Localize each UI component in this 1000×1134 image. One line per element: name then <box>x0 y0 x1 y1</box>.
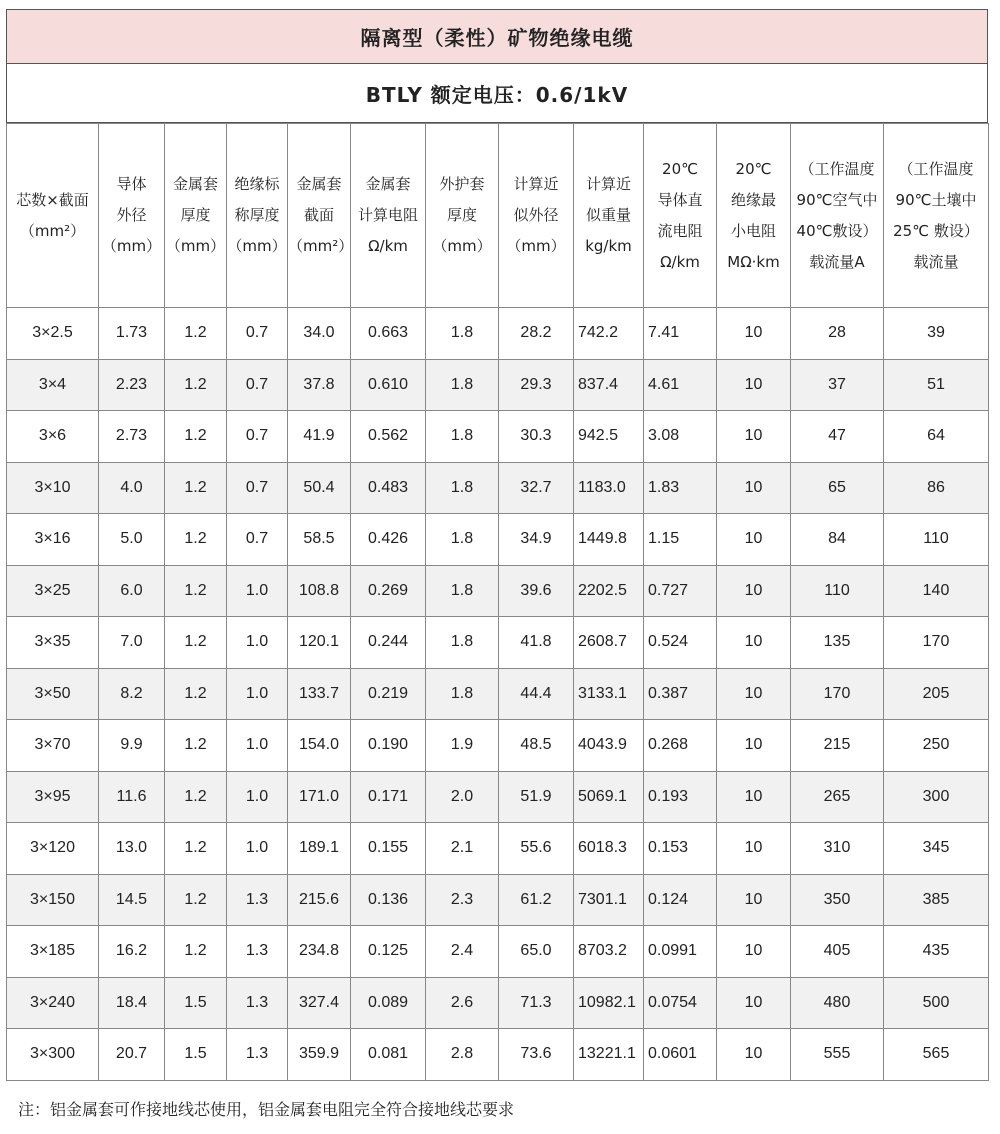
column-header-line: （工作温度 <box>799 159 875 178</box>
table-cell: 10 <box>717 308 791 360</box>
column-header-line: （mm） <box>506 237 566 255</box>
table-cell: 1449.8 <box>574 514 644 566</box>
table-row <box>7 359 989 411</box>
table-cell: 265 <box>791 771 884 823</box>
table-row <box>7 462 989 514</box>
column-header <box>574 124 644 308</box>
table-cell: 86 <box>884 462 989 514</box>
table-cell: 0.219 <box>351 668 426 720</box>
table-cell: 1.3 <box>227 874 288 926</box>
column-header <box>351 124 426 308</box>
header-row <box>7 124 989 308</box>
column-header <box>165 124 227 308</box>
table-row <box>7 771 989 823</box>
table-cell: 1.2 <box>165 720 227 772</box>
table-cell: 1.8 <box>426 565 499 617</box>
table-cell: 1.3 <box>227 977 288 1029</box>
table-cell: 1.8 <box>426 462 499 514</box>
table-cell: 345 <box>884 823 989 875</box>
table-cell: 0.081 <box>351 1029 426 1081</box>
table-cell: 327.4 <box>288 977 351 1029</box>
table-cell: 65 <box>791 462 884 514</box>
table-cell: 0.153 <box>644 823 717 875</box>
table-cell: 2.73 <box>99 411 165 463</box>
table-cell: 10 <box>717 823 791 875</box>
column-header <box>99 124 165 308</box>
table-cell: 10 <box>717 977 791 1029</box>
table-cell: 41.8 <box>499 617 574 669</box>
table-cell: 10 <box>717 720 791 772</box>
table-cell: 50.4 <box>288 462 351 514</box>
row-label-cell: 3×300 <box>7 1029 99 1081</box>
table-cell: 39 <box>884 308 989 360</box>
table-cell: 1.8 <box>426 668 499 720</box>
table-subtitle: BTLY 额定电压：0.6/1kV <box>6 64 988 123</box>
table-cell: 10 <box>717 926 791 978</box>
column-header-line: （工作温度 <box>898 159 974 178</box>
column-header-line: （mm） <box>165 237 226 255</box>
table-cell: 8.2 <box>99 668 165 720</box>
column-header-line: 厚度 <box>180 206 211 224</box>
table-cell: 0.387 <box>644 668 717 720</box>
table-cell: 1.2 <box>165 359 227 411</box>
table-cell: 435 <box>884 926 989 978</box>
table-cell: 170 <box>884 617 989 669</box>
table-cell: 108.8 <box>288 565 351 617</box>
table-cell: 0.7 <box>227 308 288 360</box>
table-cell: 4043.9 <box>574 720 644 772</box>
column-header-line: 金属套 <box>172 175 218 193</box>
table-cell: 0.7 <box>227 514 288 566</box>
table-cell: 32.7 <box>499 462 574 514</box>
table-cell: 41.9 <box>288 411 351 463</box>
row-label-cell: 3×120 <box>7 823 99 875</box>
row-label-cell: 3×50 <box>7 668 99 720</box>
table-cell: 359.9 <box>288 1029 351 1081</box>
column-header-line: 导体直 <box>657 190 703 209</box>
column-header <box>7 124 99 308</box>
column-header-line: 绝缘标 <box>234 175 280 193</box>
table-cell: 47 <box>791 411 884 463</box>
table-cell: 0.155 <box>351 823 426 875</box>
table-cell: 0.426 <box>351 514 426 566</box>
table-cell: 2.0 <box>426 771 499 823</box>
table-cell: 0.124 <box>644 874 717 926</box>
column-header <box>884 124 989 308</box>
table-cell: 14.5 <box>99 874 165 926</box>
column-header <box>791 124 884 308</box>
table-cell: 58.5 <box>288 514 351 566</box>
table-cell: 4.61 <box>644 359 717 411</box>
table-cell: 10 <box>717 617 791 669</box>
table-cell: 11.6 <box>99 771 165 823</box>
table-cell: 0.190 <box>351 720 426 772</box>
column-header-line: 20℃ <box>735 159 772 178</box>
table-cell: 0.125 <box>351 926 426 978</box>
column-header-line: 计算近 <box>585 175 631 193</box>
table-cell: 51.9 <box>499 771 574 823</box>
table-row <box>7 874 989 926</box>
column-header <box>426 124 499 308</box>
table-row <box>7 411 989 463</box>
table-cell: 0.483 <box>351 462 426 514</box>
table-cell: 6.0 <box>99 565 165 617</box>
table-cell: 1.5 <box>165 977 227 1029</box>
table-cell: 6018.3 <box>574 823 644 875</box>
table-cell: 5069.1 <box>574 771 644 823</box>
table-cell: 44.4 <box>499 668 574 720</box>
table-cell: 1.8 <box>426 359 499 411</box>
table-cell: 37 <box>791 359 884 411</box>
column-header-line: 载流量A <box>809 252 865 271</box>
column-header-line: （mm） <box>432 237 492 255</box>
table-cell: 234.8 <box>288 926 351 978</box>
table-cell: 189.1 <box>288 823 351 875</box>
table-cell: 61.2 <box>499 874 574 926</box>
table-cell: 1.3 <box>227 926 288 978</box>
table-cell: 28.2 <box>499 308 574 360</box>
table-cell: 1.8 <box>426 514 499 566</box>
table-cell: 2.1 <box>426 823 499 875</box>
column-header-line: 计算电阻 <box>357 206 418 224</box>
table-cell: 205 <box>884 668 989 720</box>
column-header-line: 导体 <box>116 175 147 193</box>
table-cell: 350 <box>791 874 884 926</box>
table-cell: 170 <box>791 668 884 720</box>
table-cell: 37.8 <box>288 359 351 411</box>
table-cell: 1.83 <box>644 462 717 514</box>
table-cell: 1.8 <box>426 411 499 463</box>
table-cell: 0.727 <box>644 565 717 617</box>
table-cell: 120.1 <box>288 617 351 669</box>
row-label-cell: 3×2.5 <box>7 308 99 360</box>
table-row <box>7 308 989 360</box>
table-cell: 10 <box>717 462 791 514</box>
table-cell: 73.6 <box>499 1029 574 1081</box>
table-cell: 1183.0 <box>574 462 644 514</box>
table-cell: 1.2 <box>165 308 227 360</box>
table-cell: 30.3 <box>499 411 574 463</box>
table-cell: 16.2 <box>99 926 165 978</box>
table-cell: 1.2 <box>165 462 227 514</box>
table-cell: 250 <box>884 720 989 772</box>
column-header-line: 截面 <box>303 206 334 224</box>
table-cell: 8703.2 <box>574 926 644 978</box>
row-label-cell: 3×185 <box>7 926 99 978</box>
table-body <box>7 308 989 1081</box>
table-cell: 7.41 <box>644 308 717 360</box>
row-label-cell: 3×4 <box>7 359 99 411</box>
column-header-line: 金属套 <box>365 175 411 193</box>
table-cell: 837.4 <box>574 359 644 411</box>
table-cell: 0.7 <box>227 462 288 514</box>
table-cell: 10 <box>717 1029 791 1081</box>
table-cell: 0.136 <box>351 874 426 926</box>
column-header <box>227 124 288 308</box>
table-cell: 4.0 <box>99 462 165 514</box>
table-cell: 0.0991 <box>644 926 717 978</box>
table-row <box>7 514 989 566</box>
table-cell: 10 <box>717 514 791 566</box>
table-cell: 10 <box>717 771 791 823</box>
table-cell: 140 <box>884 565 989 617</box>
column-header-line: Ω/km <box>660 252 700 271</box>
table-cell: 0.524 <box>644 617 717 669</box>
table-cell: 385 <box>884 874 989 926</box>
column-header <box>717 124 791 308</box>
table-cell: 84 <box>791 514 884 566</box>
column-header-line: 90℃土壤中 <box>895 190 977 209</box>
column-header <box>644 124 717 308</box>
table-cell: 9.9 <box>99 720 165 772</box>
table-cell: 405 <box>791 926 884 978</box>
table-cell: 1.0 <box>227 565 288 617</box>
column-header-line: Ω/km <box>368 237 408 255</box>
column-header-line: 绝缘最 <box>730 190 776 209</box>
table-cell: 942.5 <box>574 411 644 463</box>
table-row <box>7 1029 989 1081</box>
table-cell: 565 <box>884 1029 989 1081</box>
table-cell: 1.2 <box>165 771 227 823</box>
table-cell: 171.0 <box>288 771 351 823</box>
row-label-cell: 3×10 <box>7 462 99 514</box>
table-cell: 1.2 <box>165 668 227 720</box>
table-cell: 0.7 <box>227 411 288 463</box>
table-cell: 10 <box>717 668 791 720</box>
column-header-line: （mm） <box>101 237 162 255</box>
column-header <box>499 124 574 308</box>
row-label-cell: 3×240 <box>7 977 99 1029</box>
table-cell: 0.562 <box>351 411 426 463</box>
column-header-line: 似外径 <box>513 206 559 224</box>
table-cell: 2.23 <box>99 359 165 411</box>
table-row <box>7 926 989 978</box>
column-header-line: 计算近 <box>513 175 559 193</box>
table-cell: 13.0 <box>99 823 165 875</box>
row-label-cell: 3×150 <box>7 874 99 926</box>
table-row <box>7 720 989 772</box>
table-cell: 135 <box>791 617 884 669</box>
table-cell: 39.6 <box>499 565 574 617</box>
column-header <box>288 124 354 308</box>
table-row <box>7 977 989 1029</box>
table-cell: 0.193 <box>644 771 717 823</box>
table-cell: 55.6 <box>499 823 574 875</box>
row-label-cell: 3×6 <box>7 411 99 463</box>
column-header-line: 载流量 <box>913 252 959 271</box>
spec-table <box>6 123 989 1081</box>
row-label-cell: 3×35 <box>7 617 99 669</box>
table-cell: 1.15 <box>644 514 717 566</box>
table-cell: 1.0 <box>227 668 288 720</box>
table-cell: 215.6 <box>288 874 351 926</box>
table-row <box>7 668 989 720</box>
table-cell: 10 <box>717 359 791 411</box>
table-cell: 2.6 <box>426 977 499 1029</box>
table-cell: 20.7 <box>99 1029 165 1081</box>
column-header-line: （mm²） <box>288 237 354 255</box>
table-cell: 29.3 <box>499 359 574 411</box>
table-row <box>7 617 989 669</box>
column-header-line: 90℃空气中 <box>796 190 878 209</box>
table-cell: 65.0 <box>499 926 574 978</box>
table-cell: 7301.1 <box>574 874 644 926</box>
table-cell: 300 <box>884 771 989 823</box>
table-cell: 48.5 <box>499 720 574 772</box>
table-cell: 3133.1 <box>574 668 644 720</box>
column-header-line: 流电阻 <box>657 221 703 240</box>
table-cell: 1.2 <box>165 411 227 463</box>
table-cell: 28 <box>791 308 884 360</box>
table-cell: 0.0754 <box>644 977 717 1029</box>
table-cell: 34.9 <box>499 514 574 566</box>
table-cell: 1.3 <box>227 1029 288 1081</box>
column-header-line: 20℃ <box>662 159 698 178</box>
table-cell: 1.2 <box>165 617 227 669</box>
table-cell: 0.7 <box>227 359 288 411</box>
table-cell: 133.7 <box>288 668 351 720</box>
table-cell: 2608.7 <box>574 617 644 669</box>
table-cell: 10982.1 <box>574 977 644 1029</box>
table-cell: 10 <box>717 411 791 463</box>
row-label-cell: 3×16 <box>7 514 99 566</box>
table-cell: 215 <box>791 720 884 772</box>
table-cell: 480 <box>791 977 884 1029</box>
spec-sheet <box>6 9 988 1081</box>
table-cell: 2.4 <box>426 926 499 978</box>
column-header-line: 外径 <box>116 206 147 224</box>
table-cell: 5.0 <box>99 514 165 566</box>
table-cell: 742.2 <box>574 308 644 360</box>
column-header-line: MΩ·km <box>727 252 780 271</box>
row-label-cell: 3×95 <box>7 771 99 823</box>
table-cell: 0.171 <box>351 771 426 823</box>
table-cell: 34.0 <box>288 308 351 360</box>
table-cell: 110 <box>791 565 884 617</box>
table-row <box>7 823 989 875</box>
table-cell: 1.2 <box>165 874 227 926</box>
table-cell: 1.2 <box>165 823 227 875</box>
column-header-line: 芯数×截面 <box>16 190 89 209</box>
row-label-cell: 3×70 <box>7 720 99 772</box>
table-cell: 1.2 <box>165 565 227 617</box>
row-label-cell: 3×25 <box>7 565 99 617</box>
table-cell: 0.268 <box>644 720 717 772</box>
table-cell: 0.0601 <box>644 1029 717 1081</box>
column-header-line: 金属套 <box>296 175 342 193</box>
table-cell: 1.2 <box>165 926 227 978</box>
table-cell: 2.8 <box>426 1029 499 1081</box>
column-header-line: 小电阻 <box>730 221 776 240</box>
column-header-line: 25℃ 敷设） <box>893 221 979 240</box>
table-cell: 0.269 <box>351 565 426 617</box>
column-header-line: 40℃敷设） <box>796 221 878 240</box>
column-header-line: 厚度 <box>446 206 477 224</box>
column-header-line: 外护套 <box>439 175 485 193</box>
table-cell: 1.9 <box>426 720 499 772</box>
table-cell: 10 <box>717 565 791 617</box>
table-cell: 1.5 <box>165 1029 227 1081</box>
table-cell: 1.8 <box>426 617 499 669</box>
table-cell: 64 <box>884 411 989 463</box>
table-cell: 10 <box>717 874 791 926</box>
table-cell: 310 <box>791 823 884 875</box>
table-cell: 110 <box>884 514 989 566</box>
table-row <box>7 565 989 617</box>
table-cell: 1.0 <box>227 720 288 772</box>
column-header-line: 似重量 <box>585 206 631 224</box>
table-cell: 0.610 <box>351 359 426 411</box>
table-cell: 154.0 <box>288 720 351 772</box>
column-header-line: （mm） <box>227 237 287 255</box>
table-cell: 0.663 <box>351 308 426 360</box>
table-cell: 1.0 <box>227 771 288 823</box>
column-header-line: 称厚度 <box>234 206 280 224</box>
table-cell: 2.3 <box>426 874 499 926</box>
table-cell: 13221.1 <box>574 1029 644 1081</box>
table-cell: 18.4 <box>99 977 165 1029</box>
table-cell: 7.0 <box>99 617 165 669</box>
table-cell: 1.0 <box>227 823 288 875</box>
table-cell: 0.244 <box>351 617 426 669</box>
table-cell: 51 <box>884 359 989 411</box>
table-cell: 1.73 <box>99 308 165 360</box>
table-title: 隔离型（柔性）矿物绝缘电缆 <box>6 9 988 64</box>
table-cell: 71.3 <box>499 977 574 1029</box>
footnote: 注：铝金属套可作接地线芯使用，铝金属套电阻完全符合接地线芯要求 <box>18 1100 515 1119</box>
column-header-line: kg/km <box>585 237 632 255</box>
table-cell: 1.0 <box>227 617 288 669</box>
table-cell: 500 <box>884 977 989 1029</box>
table-cell: 2202.5 <box>574 565 644 617</box>
column-header-line: （mm²） <box>19 221 86 240</box>
table-cell: 1.8 <box>426 308 499 360</box>
table-cell: 1.2 <box>165 514 227 566</box>
table-cell: 0.089 <box>351 977 426 1029</box>
table-cell: 555 <box>791 1029 884 1081</box>
table-cell: 3.08 <box>644 411 717 463</box>
